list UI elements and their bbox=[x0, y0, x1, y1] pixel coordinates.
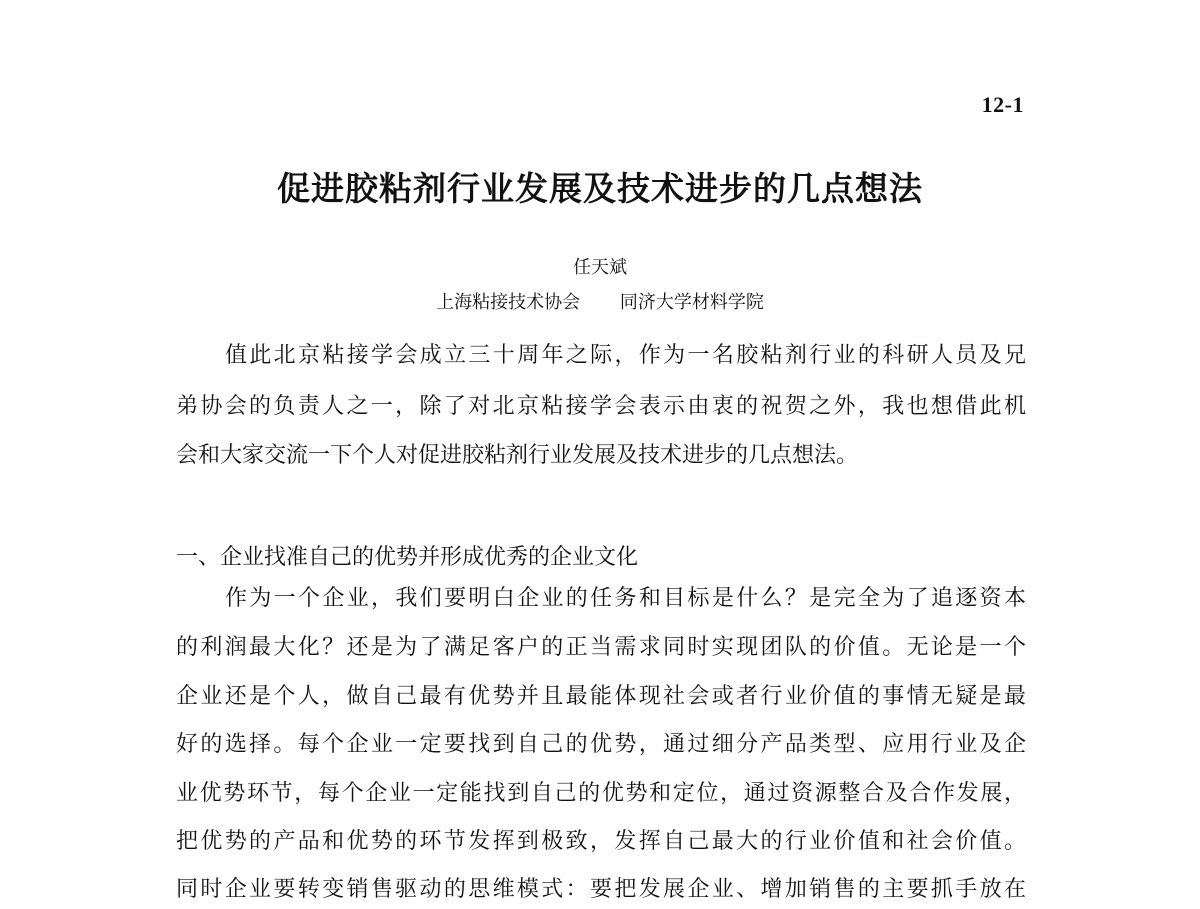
section-heading: 一、企业找准自己的优势并形成优秀的企业文化 bbox=[176, 545, 639, 570]
paragraph-line: 好的选择。每个企业一定要找到自己的优势，通过细分产品类型、应用行业及企 bbox=[176, 732, 1026, 757]
paragraph-line: 把优势的产品和优势的环节发挥到极致，发挥自己最大的行业价值和社会价值。 bbox=[176, 829, 1026, 854]
page-number: 12-1 bbox=[981, 92, 1024, 117]
author-name: 任天斌 bbox=[573, 257, 627, 278]
article-title: 促进胶粘剂行业发展及技术进步的几点想法 bbox=[277, 169, 923, 208]
paragraph-line: 业优势环节，每个企业一定能找到自己的优势和定位，通过资源整合及合作发展， bbox=[176, 781, 1026, 806]
paragraph-line: 会和大家交流一下个人对促进胶粘剂行业发展及技术进步的几点想法。 bbox=[176, 443, 859, 468]
affiliation-2: 同济大学材料学院 bbox=[619, 292, 764, 313]
paragraph-line: 作为一个企业，我们要明白企业的任务和目标是什么？是完全为了追逐资本 bbox=[225, 586, 1026, 611]
affiliation-1: 上海粘接技术协会 bbox=[436, 292, 581, 313]
affiliations bbox=[0, 288, 1200, 314]
paragraph-line: 的利润最大化？还是为了满足客户的正当需求同时实现团队的价值。无论是一个 bbox=[176, 635, 1026, 660]
paragraph-line: 值此北京粘接学会成立三十周年之际，作为一名胶粘剂行业的科研人员及兄 bbox=[225, 343, 1026, 368]
paragraph-line: 弟协会的负责人之一，除了对北京粘接学会表示由衷的祝贺之外，我也想借此机 bbox=[176, 394, 1026, 419]
paragraph-line: 同时企业要转变销售驱动的思维模式：要把发展企业、增加销售的主要抓手放在 bbox=[176, 877, 1026, 902]
paragraph-line: 企业还是个人，做自己最有优势并且最能体现社会或者行业价值的事情无疑是最 bbox=[176, 684, 1026, 709]
